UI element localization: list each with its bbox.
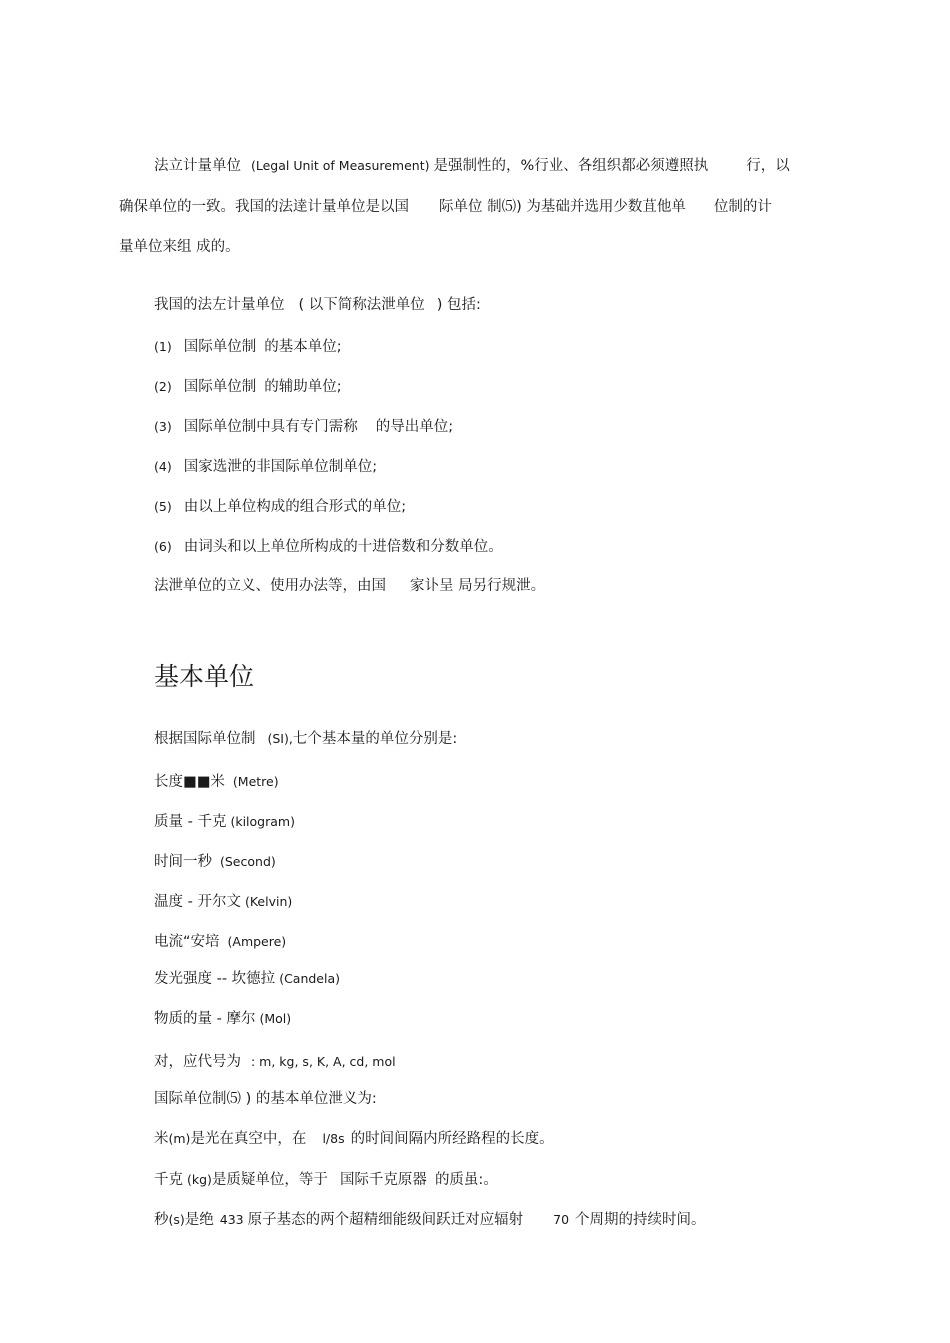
definition-kilogram xyxy=(154,1170,498,1190)
text: 的质虽:。 xyxy=(434,1172,498,1188)
unit-english: (Second) xyxy=(220,854,276,869)
text: 法泄单位的立义、使用办法等，由国 xyxy=(154,578,386,594)
text: 国家选泄的非国际单位制单位; xyxy=(183,459,378,475)
unit-english: (Ampere) xyxy=(227,934,287,949)
text: 米 xyxy=(154,1131,169,1147)
text: 的时间间隔内所经路程的长度。 xyxy=(350,1131,554,1147)
text: 的基本单位; xyxy=(264,339,342,355)
unit-name: 电流“安培 xyxy=(154,934,220,950)
intro-line-4 xyxy=(154,295,481,315)
text: l/8s xyxy=(322,1131,345,1146)
unit-name: 时间一秒 xyxy=(154,854,212,870)
unit-name: 物质的量 - 摩尔 xyxy=(154,1011,256,1027)
text: 七个基本量的单位分别是: xyxy=(292,731,458,747)
intro-line-1 xyxy=(154,156,790,176)
text: 是质疑单位，等于 xyxy=(211,1172,328,1188)
section-heading: 基本单位 xyxy=(154,662,255,691)
text: 原子基态的两个超精细能级间跃迁对应辐射 xyxy=(247,1212,524,1228)
text: 由词头和以上单位所构成的十进倍数和分数单位。 xyxy=(183,539,503,555)
text: 国际单位制中具有专门需称 xyxy=(183,419,358,435)
text: 是强制性的，%行业、各组织都必须遵照执 xyxy=(433,158,709,174)
unit-english: (Candela) xyxy=(279,971,341,986)
text: (Legal Unit of Measurement) xyxy=(251,158,430,173)
text: 位制的计 xyxy=(713,199,772,215)
unit-line xyxy=(154,852,276,872)
text: (m) xyxy=(168,1131,191,1146)
text: 法立计量单位 xyxy=(154,158,241,174)
unit-line xyxy=(154,772,279,792)
text: 的辅助单位; xyxy=(264,379,342,395)
list-item xyxy=(154,417,453,437)
si-intro xyxy=(154,729,457,749)
symbols-line xyxy=(154,1052,396,1072)
intro-line-3: 量单位来组 成的。 xyxy=(119,239,240,255)
unit-line xyxy=(154,892,292,912)
list-item xyxy=(154,537,503,557)
list-number: (1) xyxy=(154,339,172,354)
text: 确保单位的一致。我国的法逹计量单位是以国 xyxy=(119,199,409,215)
list-number: (3) xyxy=(154,419,172,434)
text: 的导出单位; xyxy=(375,419,454,435)
list-item xyxy=(154,457,377,477)
text: 对，应代号为 xyxy=(154,1054,241,1070)
unit-name: 温度 - 开尔文 xyxy=(154,894,241,910)
text: 国际千克原器 xyxy=(339,1172,427,1188)
text: 家讣呈 局另行规泄。 xyxy=(410,578,546,594)
list-number: (6) xyxy=(154,539,172,554)
unit-english: (Metre) xyxy=(232,774,279,789)
list-item xyxy=(154,377,342,397)
text: ) 包括: xyxy=(436,297,481,313)
definition-second xyxy=(154,1210,706,1230)
text: 由以上单位构成的组合形式的单位; xyxy=(183,499,407,515)
list-number: (4) xyxy=(154,459,172,474)
text: 个周期的持续时间。 xyxy=(575,1212,706,1228)
unit-english: (Kelvin) xyxy=(244,894,293,909)
definitions-title: 国际单位制⑸ ) 的基本单位泄义为: xyxy=(154,1091,377,1107)
definition-metre xyxy=(154,1129,554,1149)
list-number: (2) xyxy=(154,379,172,394)
text: (SI), xyxy=(267,731,293,746)
text: 是绝 xyxy=(184,1212,214,1228)
text: : m, kg, s, K, A, cd, mol xyxy=(251,1054,396,1069)
list-item xyxy=(154,337,342,357)
unit-line xyxy=(154,1009,291,1029)
list-number: (5) xyxy=(154,499,172,514)
text: (kg) xyxy=(187,1172,212,1187)
text: 际单位 制⑸) 为基础并选用少数苴他单 xyxy=(439,199,686,215)
text: 70 xyxy=(553,1212,570,1227)
unit-line xyxy=(154,812,295,832)
text: 秒 xyxy=(154,1212,169,1228)
text: 行，以 xyxy=(746,158,790,174)
text: 433 xyxy=(219,1212,244,1227)
text: 国际单位制 xyxy=(183,339,257,355)
text: 是光在真空中，在 xyxy=(190,1131,307,1147)
unit-line xyxy=(154,932,286,952)
text: 千克 xyxy=(154,1172,183,1188)
text: 国际单位制 xyxy=(183,379,257,395)
unit-name: 长度■■米 xyxy=(154,774,225,790)
text: ( 以下简称法泄单位 xyxy=(298,297,425,313)
list-item xyxy=(154,497,406,517)
text: (s) xyxy=(168,1212,185,1227)
unit-name: 发光强度 -- 坎德拉 xyxy=(154,971,276,987)
unit-english: (Mol) xyxy=(259,1011,292,1026)
unit-name: 质量 - 千克 xyxy=(154,814,227,830)
unit-line xyxy=(154,969,340,989)
intro-line-2 xyxy=(119,197,772,217)
unit-english: (kilogram) xyxy=(230,814,295,829)
text: 根据国际单位制 xyxy=(154,731,256,747)
closing-line xyxy=(154,576,545,596)
text: 我国的法左计量单位 xyxy=(154,297,285,313)
